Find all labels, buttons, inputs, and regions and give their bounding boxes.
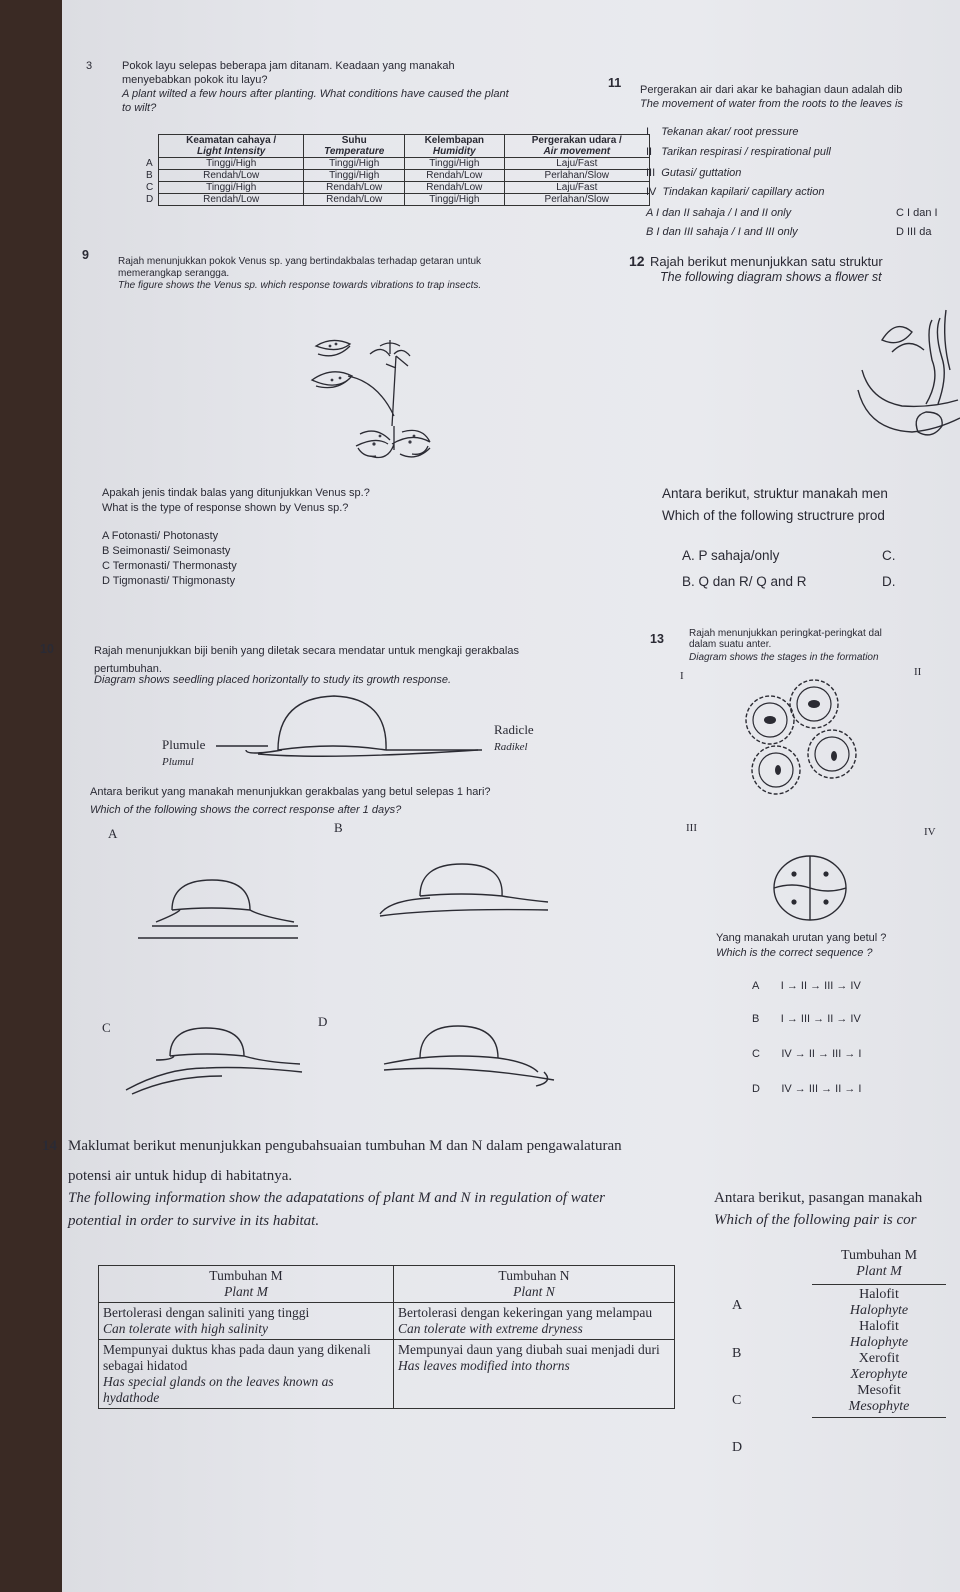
q14-answer-d-en: Mesophyte (848, 1399, 910, 1414)
exam-page (40, 0, 960, 1592)
q11-item-3: III Gutasi/ guttation (646, 167, 742, 179)
q3-col-temperature: Suhu Temperature (304, 135, 405, 158)
table-cell: Perlahan/Slow (504, 170, 649, 182)
q13-number: 13 (650, 632, 664, 646)
q11-option-c: C I dan I (896, 207, 938, 219)
q14-answer-a-en: Halophyte (849, 1303, 909, 1318)
q13-text-ms: Rajah menunjukkan peringkat-peringkat dal (689, 628, 882, 639)
q11-number: 11 (608, 76, 622, 90)
table-cell: Bertolerasi dengan saliniti yang tinggi Can tolerate with high salinity (99, 1303, 394, 1340)
plumule-label-ms: Plumul (162, 756, 194, 768)
q12-option-b: B. Q dan R/ Q and R (682, 574, 807, 589)
q14-option-a-label: A (732, 1298, 743, 1313)
q11-text-en: The movement of water from the roots to the leaves is (640, 98, 903, 110)
plumule-label: Plumule (162, 737, 206, 752)
q10-text-en: Diagram shows seedling placed horizontally to study its growth response. (94, 674, 452, 686)
q9-option-d: D Tigmonasti/ Thigmonasty (102, 575, 236, 587)
q14-option-c-label: C (732, 1393, 742, 1408)
table-cell: Perlahan/Slow (504, 194, 649, 206)
q14-question-en: Which of the following pair is cor (714, 1212, 917, 1228)
table-cell: Rendah/Low (304, 194, 405, 206)
q10-question-en: Which of the following shows the correct response after 1 days? (90, 804, 402, 816)
q13-text-en: Diagram shows the stages in the formation (689, 652, 879, 663)
q14-table (98, 1265, 675, 1409)
q12-option-d: D. (882, 574, 896, 589)
table-cell: Tinggi/High (405, 158, 505, 170)
q13-option-c: C IV → II → III → I (752, 1048, 862, 1060)
q11-option-a: A I dan II sahaja / I and II only (646, 207, 792, 219)
q12-number: 12 (629, 253, 645, 269)
table-row (99, 1340, 675, 1409)
q12-text-ms: Rajah berikut menunjukkan satu struktur (650, 254, 883, 269)
q9-question-en: What is the type of response shown by Venus sp.? (102, 502, 349, 514)
q14-answer-a-ms: Halofit (859, 1287, 899, 1302)
q9-option-b: B Seimonasti/ Seimonasty (102, 545, 231, 557)
q14-col-plant-m: Tumbuhan M Plant M (99, 1266, 394, 1303)
q3-col-air: Pergerakan udara / Air movement (504, 135, 649, 158)
q14-answer-d-ms: Mesofit (857, 1383, 901, 1398)
q14-number: 14 (42, 1138, 57, 1154)
q3-table-header (146, 135, 650, 158)
q3-row-a (146, 158, 650, 170)
table-cell: Rendah/Low (405, 170, 505, 182)
q10-option-d-label: D (318, 1014, 328, 1029)
flower-structure-diagram (852, 300, 960, 450)
q3-col-humidity: Kelembapan Humidity (405, 135, 505, 158)
q11-option-b: B I dan III sahaja / I and III only (646, 226, 798, 238)
table-cell: Rendah/Low (405, 182, 505, 194)
q13-stage-iii-label: III (686, 822, 697, 834)
table-cell: Rendah/Low (304, 182, 405, 194)
table-cell: Laju/Fast (504, 158, 649, 170)
table-cell: Tinggi/High (304, 158, 405, 170)
q14-option-b-label: B (732, 1346, 742, 1361)
table-cell: Rendah/Low (159, 170, 304, 182)
seedling-horizontal-diagram (162, 688, 502, 768)
q10-question-ms: Antara berikut yang manakah menunjukkan gerakbalas yang betul selepas 1 hari? (90, 786, 491, 798)
radicle-label: Radicle (494, 722, 534, 737)
q3-text-ms: Pokok layu selepas beberapa jam ditanam. Keadaan yang manakah (122, 60, 455, 72)
q12-option-c: C. (882, 548, 896, 563)
q3-row-c (146, 182, 650, 194)
q9-question-ms: Apakah jenis tindak balas yang ditunjukkan Venus sp.? (102, 487, 370, 499)
q11-item-1: I Tekanan akar/ root pressure (646, 126, 799, 138)
option-label: D (146, 194, 154, 205)
table-cell: Laju/Fast (504, 182, 649, 194)
option-label: C (146, 182, 154, 193)
q14-answer-c-ms: Xerofit (858, 1351, 900, 1366)
q14-answer-head-en: Plant M (856, 1264, 902, 1279)
q10-text-ms-2: pertumbuhan. (94, 663, 162, 675)
q14-text-ms-2: potensi air untuk hidup di habitatnya. (68, 1168, 293, 1184)
q11-text-ms: Pergerakan air dari akar ke bahagian daun adalah dib (640, 84, 903, 96)
table-cell: Mempunyai daun yang diubah suai menjadi duri Has leaves modified into thorns (394, 1340, 675, 1409)
q3-text-ms-2: menyebabkan pokok itu layu? (122, 74, 268, 86)
venus-flytrap-illustration (310, 336, 460, 481)
q12-question-ms: Antara berikut, struktur manakah men (662, 486, 888, 501)
q13-option-d: D IV → III → II → I (752, 1083, 862, 1095)
q14-answer-b-ms: Halofit (859, 1319, 899, 1334)
q14-answer-head-ms: Tumbuhan M (840, 1248, 918, 1263)
q10-option-a-diagram (132, 868, 302, 948)
tetrad-cell-diagram (770, 854, 850, 924)
table-cell: Mempunyai duktus khas pada daun yang dikenali sebagai hidatod Has special glands on the leaves known as hydathode (99, 1340, 394, 1409)
q12-question-en: Which of the following structrure prod (662, 508, 885, 523)
q9-option-a: A Fotonasti/ Photonasty (102, 530, 219, 542)
q9-option-c: C Termonasti/ Thermonasty (102, 560, 237, 572)
q3-text-en: A plant wilted a few hours after planting. What conditions have caused the plant (122, 88, 509, 100)
table-cell: Bertolerasi dengan kekeringan yang melampau Can tolerate with extreme dryness (394, 1303, 675, 1340)
q11-option-d: D III da (896, 226, 932, 238)
table-cell: Tinggi/High (304, 170, 405, 182)
q3-table (146, 134, 650, 206)
q10-option-c-diagram (126, 1020, 306, 1100)
option-label: A (146, 158, 153, 169)
q14-option-d-label: D (732, 1440, 743, 1455)
q10-option-a-label: A (108, 826, 118, 841)
q12-text-en: The following diagram shows a flower st (660, 270, 882, 284)
q13-stage-iv-label: IV (924, 826, 936, 838)
q3-number: 3 (86, 60, 93, 72)
anther-cells-diagram (738, 678, 868, 798)
table-row (99, 1303, 675, 1340)
table-cell: Tinggi/High (159, 158, 304, 170)
q13-option-a: A I → II → III → IV (752, 980, 861, 992)
q14-answer-b-en: Halophyte (849, 1335, 909, 1350)
q12-option-a: A. P sahaja/only (682, 548, 780, 563)
q10-option-c-label: C (102, 1020, 111, 1035)
q9-text-ms: Rajah menunjukkan pokok Venus sp. yang bertindakbalas terhadap getaran untuk (118, 256, 482, 267)
q14-question-ms: Antara berikut, pasangan manakah (714, 1190, 923, 1206)
q14-answer-c-en: Xerophyte (850, 1367, 908, 1382)
q10-option-b-diagram (380, 858, 550, 938)
q3-row-d (146, 194, 650, 206)
q13-question-ms: Yang manakah urutan yang betul ? (716, 932, 887, 944)
q3-col-light: Keamatan cahaya / Light Intensity (159, 135, 304, 158)
q10-text-ms: Rajah menunjukkan biji benih yang diletak secara mendatar untuk mengkaji gerakbalas (94, 645, 519, 657)
q13-question-en: Which is the correct sequence ? (716, 947, 873, 959)
table-cell: Tinggi/High (405, 194, 505, 206)
q10-number: 10 (40, 642, 54, 656)
q14-text-en: The following information show the adapatations of plant M and N in regulation of water (68, 1190, 605, 1206)
q13-stage-ii-label: II (914, 666, 922, 678)
radicle-label-ms: Radikel (494, 741, 528, 753)
q9-text-ms-2: memerangkap serangga. (118, 268, 230, 279)
q9-text-en: The figure shows the Venus sp. which response towards vibrations to trap insects. (118, 280, 482, 291)
q10-option-b-label: B (334, 820, 343, 835)
q13-text-ms-2: dalam suatu anter. (689, 639, 772, 650)
q11-item-4: IV Tindakan kapilari/ capillary action (646, 186, 825, 198)
q14-col-plant-n: Tumbuhan N Plant N (394, 1266, 675, 1303)
q14-answer-column (804, 1248, 954, 1418)
table-cell: Tinggi/High (159, 182, 304, 194)
q9-number: 9 (82, 248, 89, 262)
q3-text-en-2: to wilt? (122, 102, 157, 114)
q10-option-d-diagram (374, 1018, 564, 1098)
option-label: B (146, 170, 153, 181)
q13-option-b: B I → III → II → IV (752, 1013, 861, 1025)
q3-row-b (146, 170, 650, 182)
table-cell: Rendah/Low (159, 194, 304, 206)
q11-item-2: II Tarikan respirasi / respirational pull (646, 146, 831, 158)
q14-text-ms: Maklumat berikut menunjukkan pengubahsuaian tumbuhan M dan N dalam pengawalaturan (68, 1138, 622, 1154)
q13-stage-i-label: I (680, 670, 684, 682)
q14-text-en-2: potential in order to survive in its habitat. (68, 1213, 320, 1229)
